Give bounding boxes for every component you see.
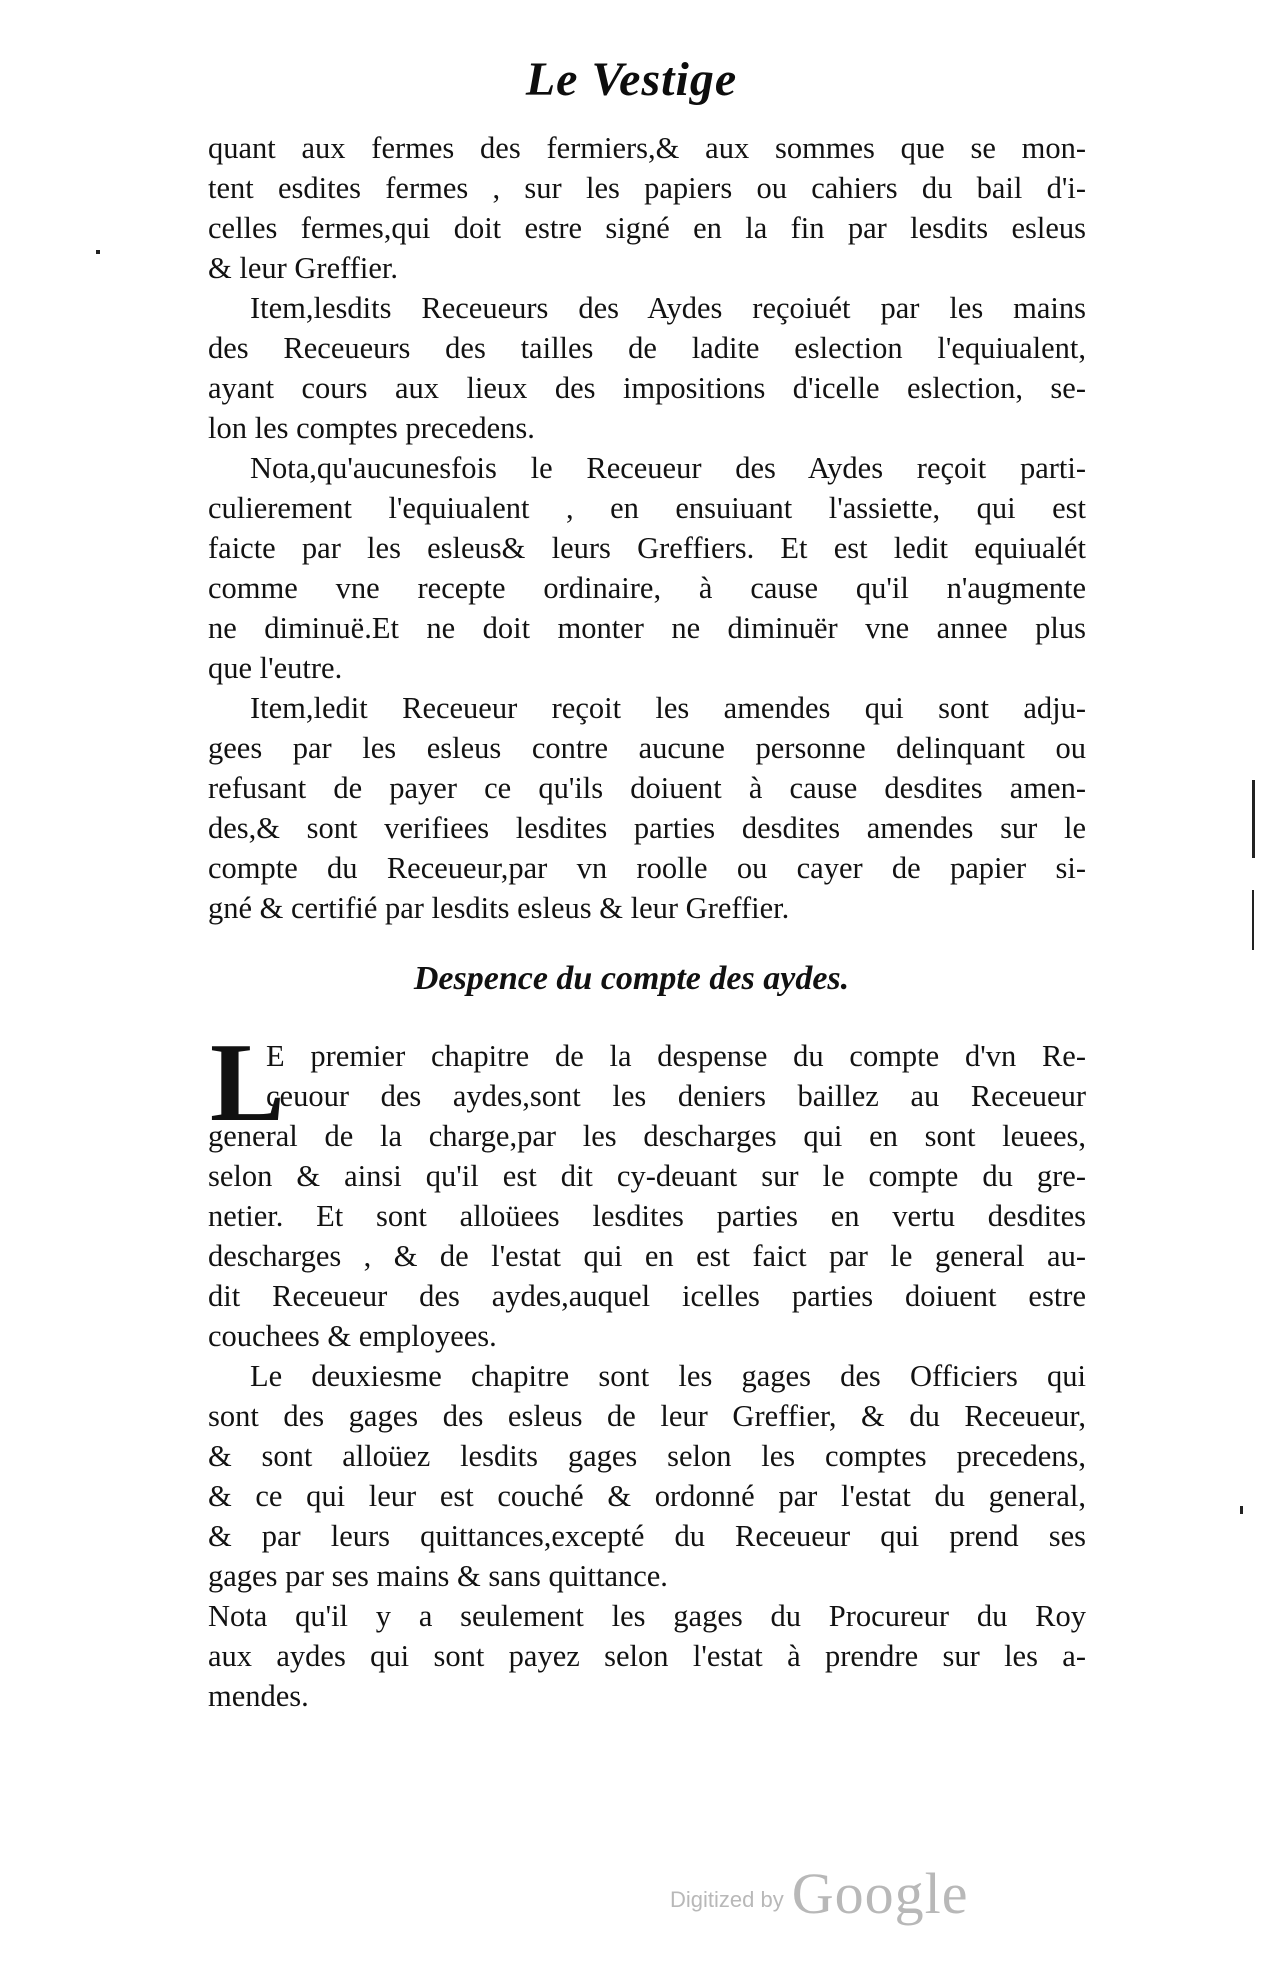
running-head: Le Vestige (525, 53, 738, 106)
text-line: general de la charge,par les descharges qui en sont leuees, (208, 1119, 1086, 1153)
section-heading: Despence du compte des aydes. (413, 960, 850, 997)
text-line: ne diminuë.Et ne doit monter ne diminuër vne annee plus (208, 611, 1086, 645)
text-line: culierement l'equiualent , en ensuiuant l'assiette, qui est (208, 491, 1086, 525)
text-line: lon les comptes precedens. (208, 411, 535, 445)
margin-dot-mark (96, 250, 100, 254)
text-line: selon & ainsi qu'il est dit cy-deuant sur le compte du gre- (208, 1159, 1086, 1193)
watermark-prefix: Digitized by (670, 1887, 784, 1912)
text-line: dit Receueur des aydes,auquel icelles parties doiuent estre (208, 1279, 1086, 1313)
margin-dot-mark (1240, 1506, 1243, 1514)
text-line: couchees & employees. (208, 1319, 497, 1353)
first-text-block (208, 128, 1086, 928)
drop-initial: L (210, 1021, 285, 1145)
text-line: des Receueurs des tailles de ladite eslection l'equiualent, (208, 331, 1086, 365)
text-line: & par leurs quittances,excepté du Receueur qui prend ses (208, 1519, 1086, 1553)
text-line: Item,lesdits Receueurs des Aydes reçoiuét par les mains (250, 291, 1086, 325)
text-line: comme vne recepte ordinaire, à cause qu'il n'augmente (208, 571, 1086, 605)
text-line: Nota qu'il y a seulement les gages du Procureur du Roy (208, 1599, 1086, 1633)
text-line: & ce qui leur est couché & ordonné par l'estat du general, (208, 1479, 1086, 1513)
text-line: E premier chapitre de la despense du compte d'vn Re- (266, 1039, 1086, 1073)
text-line: ayant cours aux lieux des impositions d'icelle eslection, se- (208, 371, 1086, 405)
text-line: tent esdites fermes , sur les papiers ou cahiers du bail d'i- (208, 171, 1086, 205)
text-line: ceuour des aydes,sont les deniers baillez au Receueur (266, 1079, 1086, 1113)
text-line: sont des gages des esleus de leur Greffier, & du Receueur, (208, 1399, 1086, 1433)
text-line: mendes. (208, 1679, 309, 1713)
text-line: des,& sont verifiees lesdites parties desdites amendes sur le (208, 811, 1086, 845)
digitized-by-google-watermark (670, 1860, 968, 1927)
margin-rule-mark (1252, 780, 1255, 858)
text-line: que l'eutre. (208, 651, 343, 685)
text-line: celles fermes,qui doit estre signé en la fin par lesdits esleus (208, 211, 1086, 245)
text-line: Le deuxiesme chapitre sont les gages des Officiers qui (250, 1359, 1086, 1393)
text-line: & sont alloüez lesdits gages selon les comptes precedens, (208, 1439, 1086, 1473)
text-line: aux aydes qui sont payez selon l'estat à prendre sur les a- (208, 1639, 1086, 1673)
text-line: netier. Et sont alloüees lesdites parties en vertu desdites (208, 1199, 1086, 1233)
text-line: refusant de payer ce qu'ils doiuent à cause desdites amen- (208, 771, 1086, 805)
text-line: & leur Greffier. (208, 251, 398, 285)
margin-rule-mark (1252, 890, 1254, 950)
text-line: compte du Receueur,par vn roolle ou cayer de papier si- (208, 851, 1086, 885)
text-line: gné & certifié par lesdits esleus & leur Greffier. (208, 891, 790, 925)
second-text-block (208, 1021, 1086, 1716)
text-line: gages par ses mains & sans quittance. (208, 1559, 668, 1593)
watermark-brand: Google (791, 1861, 969, 1926)
text-line: Nota,qu'aucunesfois le Receueur des Aydes reçoit parti- (250, 451, 1086, 485)
text-line: faicte par les esleus& leurs Greffiers. Et est ledit equiualét (208, 531, 1086, 565)
text-line: Item,ledit Receueur reçoit les amendes qui sont adju- (250, 691, 1086, 725)
text-line: quant aux fermes des fermiers,& aux sommes que se mon- (208, 131, 1086, 165)
text-line: descharges , & de l'estat qui en est faict par le general au- (208, 1239, 1086, 1273)
text-line: gees par les esleus contre aucune personne delinquant ou (208, 731, 1086, 765)
